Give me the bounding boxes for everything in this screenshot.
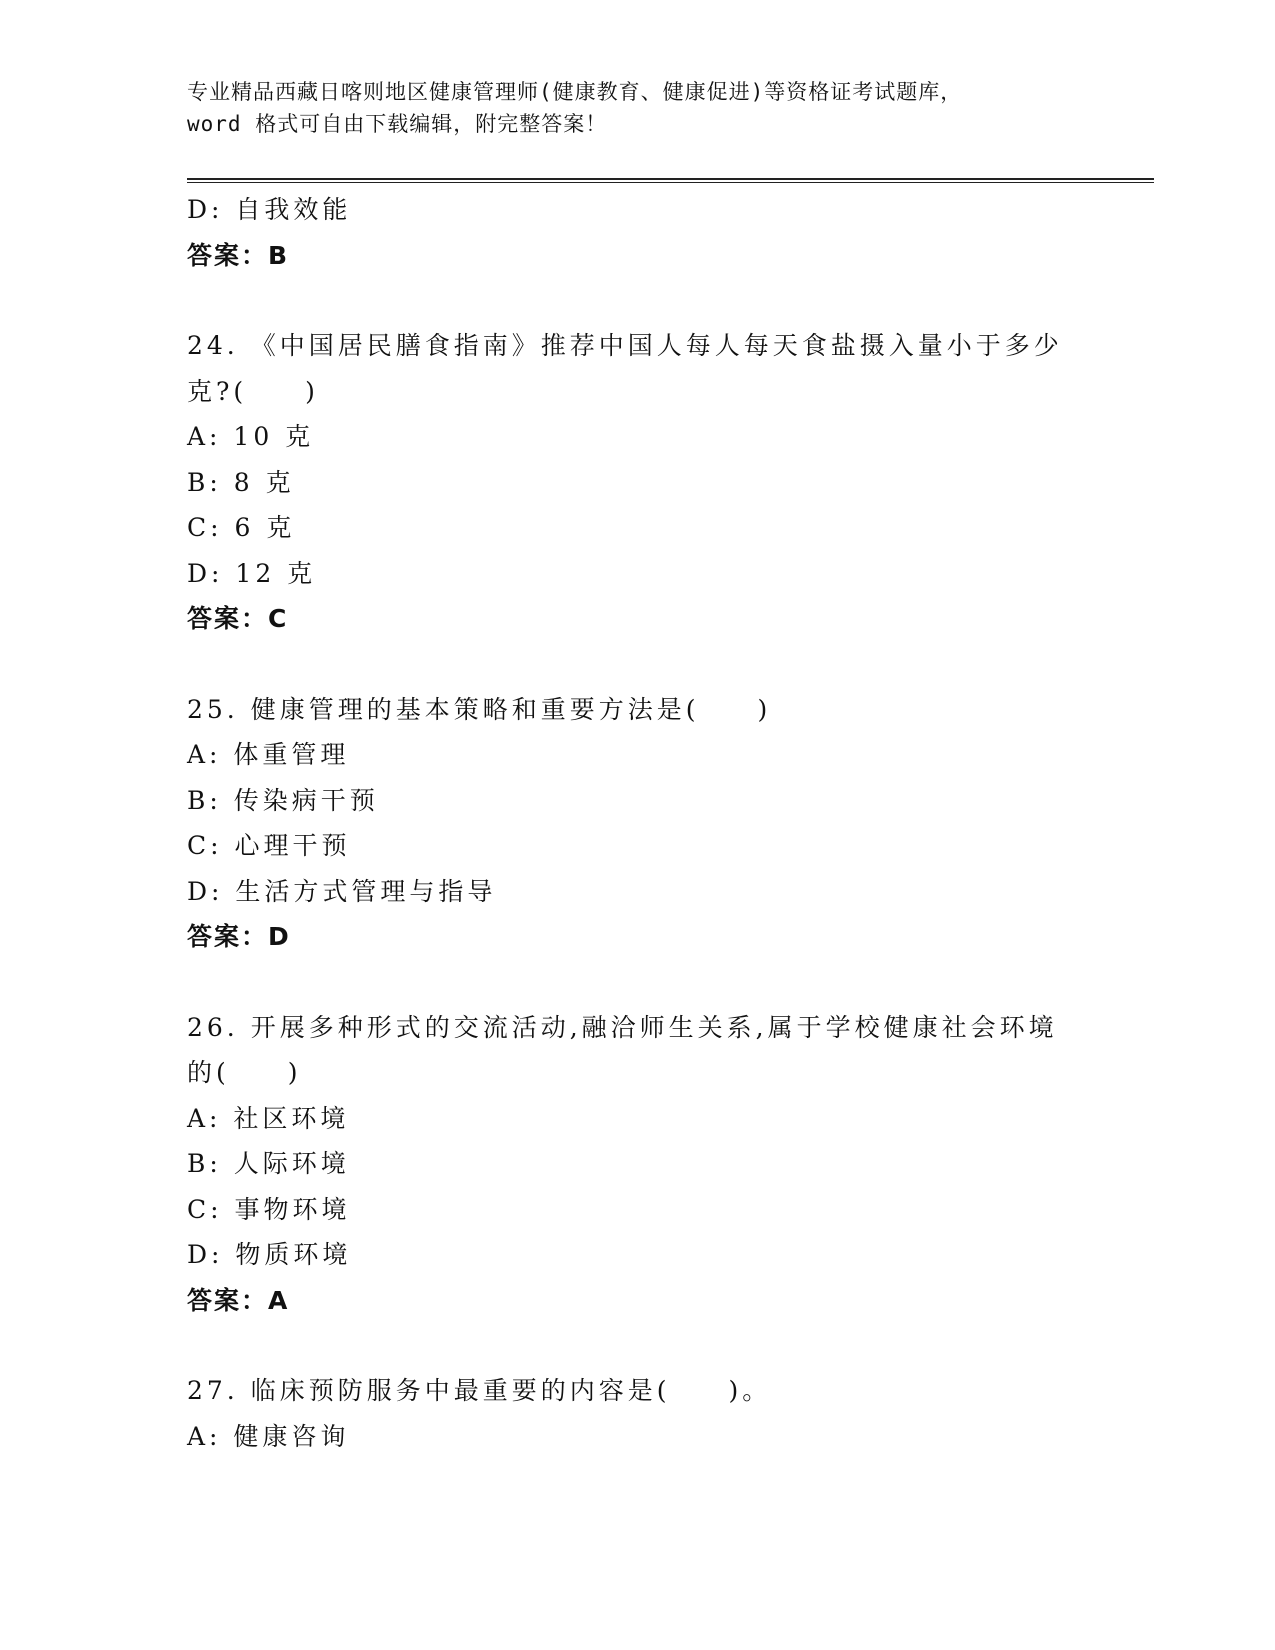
question-stem: 24. 《中国居民膳食指南》推荐中国人每人每天食盐摄入量小于多少: [187, 331, 1063, 360]
header-divider: [187, 178, 1154, 183]
answer-label: 答案：D: [187, 922, 291, 951]
option-b: B: 传染病干预: [187, 785, 379, 815]
option-c: C: 事物环境: [187, 1194, 351, 1224]
header-line-2: word 格式可自由下载编辑，附完整答案！: [187, 112, 608, 136]
question-stem: 26. 开展多种形式的交流活动,融洽师生关系,属于学校健康社会环境: [187, 1012, 1058, 1042]
header-line-1: 专业精品西藏日喀则地区健康管理师(健康教育、健康促进)等资格证考试题库，: [187, 80, 963, 104]
question-stem-continued: 克?( ): [187, 376, 319, 406]
answer-label: 答案：A: [187, 1285, 290, 1315]
spacer: [187, 960, 1087, 1005]
spacer: [187, 278, 1087, 323]
option-d: D: 自我效能: [187, 195, 352, 224]
question-stem: 25. 健康管理的基本策略和重要方法是( ): [187, 694, 772, 724]
spacer: [187, 642, 1087, 687]
answer-label: 答案：C: [187, 604, 289, 633]
question-24: [187, 323, 1087, 642]
question-block-prev: [187, 187, 1087, 278]
question-stem-continued: 的( ): [187, 1058, 302, 1087]
document-header: [187, 76, 1087, 140]
question-25: [187, 687, 1087, 960]
option-c: C: 6 克: [187, 513, 296, 542]
spacer: [187, 1323, 1087, 1368]
question-stem: 27. 临床预防服务中最重要的内容是( )。: [187, 1376, 772, 1405]
answer-label: 答案：B: [187, 240, 290, 270]
option-a: A: 社区环境: [187, 1103, 350, 1133]
question-list: [187, 187, 1087, 1459]
question-26: [187, 1005, 1087, 1324]
option-b: B: 人际环境: [187, 1149, 350, 1178]
option-d: D: 12 克: [187, 558, 317, 588]
option-a: A: 健康咨询: [187, 1421, 350, 1451]
option-a: A: 体重管理: [187, 740, 350, 769]
option-d: D: 生活方式管理与指导: [187, 876, 497, 906]
option-b: B: 8 克: [187, 467, 295, 497]
option-a: A: 10 克: [187, 422, 315, 451]
option-d: D: 物质环境: [187, 1240, 352, 1269]
question-27: [187, 1368, 1087, 1459]
option-c: C: 心理干预: [187, 831, 351, 860]
